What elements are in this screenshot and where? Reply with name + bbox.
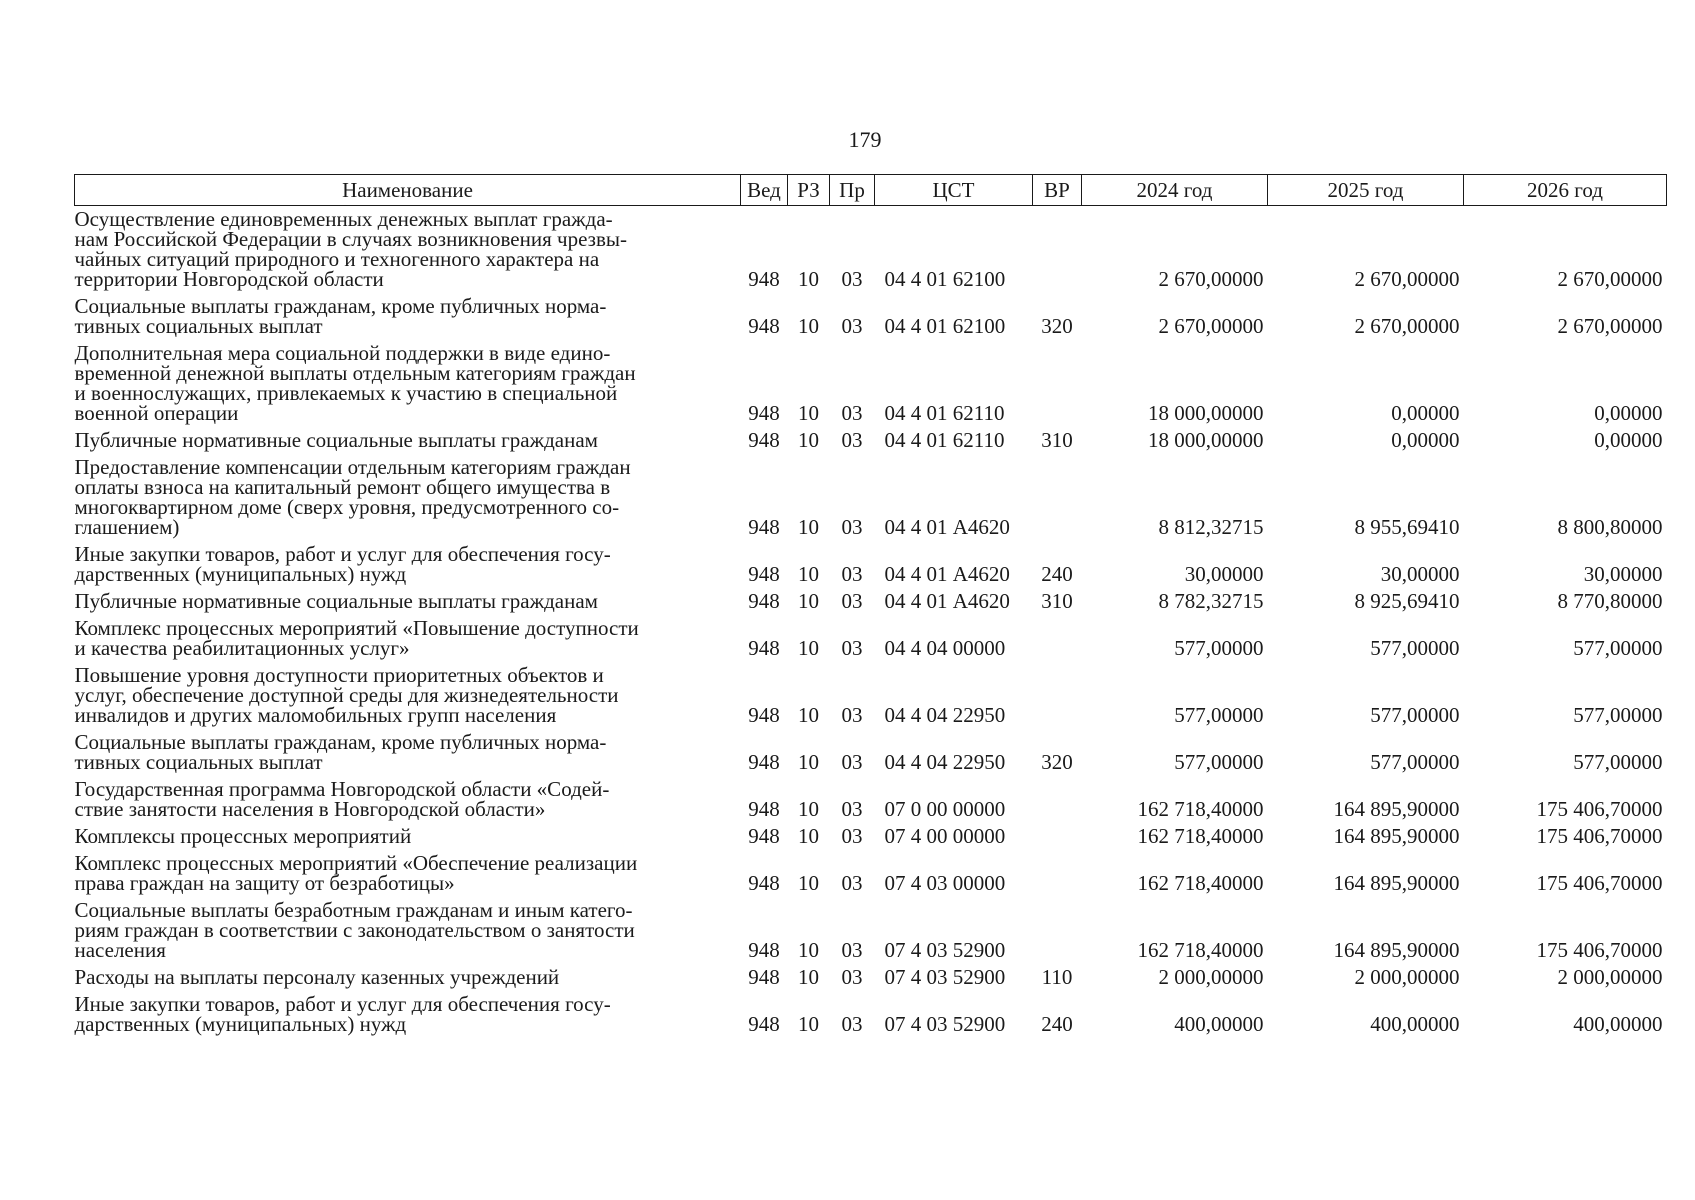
row-rz: 10 xyxy=(798,636,819,660)
row-rz: 10 xyxy=(798,965,819,989)
row-vr: 240 xyxy=(1041,562,1073,586)
row-vr: 320 xyxy=(1041,314,1073,338)
row-rz: 10 xyxy=(798,938,819,962)
row-name-line: и качества реабилитационных услуг» xyxy=(74,636,410,660)
row-pr: 03 xyxy=(841,824,863,848)
row-cst: 04 4 01 62110 xyxy=(884,428,1005,452)
row-rz: 10 xyxy=(798,589,819,613)
row-rz: 10 xyxy=(798,562,819,586)
row-name-line: Социальные выплаты гражданам, кроме публичных норма- xyxy=(74,730,607,754)
row-name xyxy=(75,541,741,588)
row-name-line: ствие занятости населения в Новгородской области» xyxy=(74,797,546,821)
row-amount-2025: 2 000,00000 xyxy=(1354,965,1460,989)
row-amount-2024: 30,00000 xyxy=(1184,562,1264,586)
header-pr: Пр xyxy=(830,175,875,206)
row-amount-2025: 164 895,90000 xyxy=(1333,824,1460,848)
row-name-line: Предоставление компенсации отдельным категориям граждан xyxy=(74,455,631,479)
row-pr: 03 xyxy=(841,267,863,291)
row-amount-2025: 577,00000 xyxy=(1370,703,1460,727)
row-amount-2026: 577,00000 xyxy=(1573,703,1663,727)
row-name-line: Комплекс процессных мероприятий «Обеспечение реализации xyxy=(74,851,638,875)
row-amount-2026: 2 670,00000 xyxy=(1557,267,1663,291)
row-amount-2024: 18 000,00000 xyxy=(1148,401,1264,425)
row-vr xyxy=(1033,454,1082,541)
row-amount-2024: 2 670,00000 xyxy=(1158,314,1264,338)
row-pr: 03 xyxy=(841,515,863,539)
row-vr: 110 xyxy=(1041,965,1073,989)
row-amount-2025: 164 895,90000 xyxy=(1333,797,1460,821)
row-amount-2024: 577,00000 xyxy=(1174,703,1264,727)
row-amount-2025: 400,00000 xyxy=(1370,1012,1460,1036)
row-cst: 04 4 01 А4620 xyxy=(884,515,1010,539)
row-amount-2026: 0,00000 xyxy=(1594,428,1663,452)
row-cst: 07 4 00 00000 xyxy=(884,824,1006,848)
header-2025: 2025 год xyxy=(1268,175,1464,206)
table-row xyxy=(75,454,1667,541)
row-name-line: Иные закупки товаров, работ и услуг для обеспечения госу- xyxy=(74,542,611,566)
row-name xyxy=(75,964,741,991)
table-row xyxy=(75,206,1667,294)
row-name-line: временной денежной выплаты отдельным категориям граждан xyxy=(74,361,636,385)
row-cst: 04 4 04 22950 xyxy=(884,703,1006,727)
row-pr: 03 xyxy=(841,428,863,452)
row-rz: 10 xyxy=(798,871,819,895)
row-rz: 10 xyxy=(798,824,819,848)
row-amount-2024: 162 718,40000 xyxy=(1137,824,1264,848)
row-ved: 948 xyxy=(748,938,780,962)
table-row xyxy=(75,991,1667,1038)
header-ved: Вед xyxy=(741,175,788,206)
row-vr: 320 xyxy=(1041,750,1073,774)
row-name xyxy=(75,729,741,776)
row-name-line: населения xyxy=(74,938,166,962)
row-amount-2026: 2 670,00000 xyxy=(1557,314,1663,338)
row-pr: 03 xyxy=(841,965,863,989)
row-amount-2026: 8 770,80000 xyxy=(1557,589,1663,613)
row-cst: 04 4 01 62100 xyxy=(884,267,1006,291)
row-name-line: Комплекс процессных мероприятий «Повышение доступности xyxy=(74,616,639,640)
row-rz: 10 xyxy=(798,703,819,727)
row-ved: 948 xyxy=(748,797,780,821)
row-amount-2026: 175 406,70000 xyxy=(1536,824,1663,848)
row-cst: 07 4 03 52900 xyxy=(884,1012,1006,1036)
row-ved: 948 xyxy=(748,750,780,774)
row-amount-2025: 164 895,90000 xyxy=(1333,871,1460,895)
row-ved: 948 xyxy=(748,314,780,338)
row-name-line: инвалидов и других маломобильных групп населения xyxy=(74,703,557,727)
row-amount-2024: 162 718,40000 xyxy=(1137,938,1264,962)
table-row xyxy=(75,662,1667,729)
row-ved: 948 xyxy=(748,1012,780,1036)
row-amount-2026: 8 800,80000 xyxy=(1557,515,1663,539)
row-name xyxy=(75,615,741,662)
row-cst: 04 4 04 22950 xyxy=(884,750,1006,774)
row-rz: 10 xyxy=(798,314,819,338)
row-name-line: Осуществление единовременных денежных выплат гражда- xyxy=(74,207,613,231)
row-rz: 10 xyxy=(798,267,819,291)
row-name-line: Иные закупки товаров, работ и услуг для обеспечения госу- xyxy=(74,992,611,1016)
row-name-line: Расходы на выплаты персоналу казенных учреждений xyxy=(74,965,560,989)
row-name-line: территории Новгородской области xyxy=(74,267,384,291)
row-amount-2024: 162 718,40000 xyxy=(1137,871,1264,895)
row-name-line: Комплексы процессных мероприятий xyxy=(74,824,412,848)
table-header-row xyxy=(75,175,1667,206)
row-pr: 03 xyxy=(841,871,863,895)
row-ved: 948 xyxy=(748,636,780,660)
row-name-line: тивных социальных выплат xyxy=(74,314,323,338)
row-name-line: нам Российской Федерации в случаях возникновения чрезвы- xyxy=(74,227,627,251)
row-amount-2025: 8 925,69410 xyxy=(1354,589,1460,613)
row-name-line: дарственных (муниципальных) нужд xyxy=(74,1012,407,1036)
row-ved: 948 xyxy=(748,965,780,989)
row-rz: 10 xyxy=(798,750,819,774)
row-name xyxy=(75,991,741,1038)
row-rz: 10 xyxy=(798,797,819,821)
row-vr: 310 xyxy=(1041,589,1073,613)
table-row xyxy=(75,729,1667,776)
row-vr: 310 xyxy=(1041,428,1073,452)
row-cst: 04 4 01 62100 xyxy=(884,314,1006,338)
row-pr: 03 xyxy=(841,703,863,727)
table-row xyxy=(75,897,1667,964)
table-row xyxy=(75,823,1667,850)
row-cst: 04 4 01 А4620 xyxy=(884,589,1010,613)
row-pr: 03 xyxy=(841,314,863,338)
row-amount-2026: 175 406,70000 xyxy=(1536,797,1663,821)
row-cst: 07 4 03 52900 xyxy=(884,938,1006,962)
table-row xyxy=(75,541,1667,588)
row-amount-2024: 162 718,40000 xyxy=(1137,797,1264,821)
row-name-line: Повышение уровня доступности приоритетных объектов и xyxy=(74,663,604,687)
header-rz: РЗ xyxy=(788,175,830,206)
row-vr xyxy=(1033,662,1082,729)
row-vr xyxy=(1033,340,1082,427)
page-number: 179 xyxy=(848,127,882,152)
table-row xyxy=(75,293,1667,340)
row-ved: 948 xyxy=(748,703,780,727)
row-pr: 03 xyxy=(841,1012,863,1036)
row-name xyxy=(75,588,741,615)
row-ved: 948 xyxy=(748,401,780,425)
row-amount-2025: 2 670,00000 xyxy=(1354,314,1460,338)
row-amount-2025: 30,00000 xyxy=(1380,562,1460,586)
row-vr xyxy=(1033,206,1082,294)
table-row xyxy=(75,615,1667,662)
row-amount-2024: 2 000,00000 xyxy=(1158,965,1264,989)
row-name xyxy=(75,293,741,340)
row-amount-2024: 577,00000 xyxy=(1174,636,1264,660)
row-name-line: тивных социальных выплат xyxy=(74,750,323,774)
row-name-line: Социальные выплаты гражданам, кроме публичных норма- xyxy=(74,294,607,318)
row-amount-2025: 0,00000 xyxy=(1391,428,1460,452)
row-name xyxy=(75,454,741,541)
budget-table xyxy=(74,174,1667,1038)
row-name xyxy=(75,206,741,294)
row-amount-2024: 2 670,00000 xyxy=(1158,267,1264,291)
header-2024: 2024 год xyxy=(1082,175,1268,206)
table-row xyxy=(75,588,1667,615)
table-row xyxy=(75,340,1667,427)
row-ved: 948 xyxy=(748,267,780,291)
row-name-line: чайных ситуаций природного и техногенного характера на xyxy=(74,247,600,271)
row-amount-2024: 18 000,00000 xyxy=(1148,428,1264,452)
row-amount-2025: 8 955,69410 xyxy=(1354,515,1460,539)
row-name xyxy=(75,850,741,897)
row-amount-2026: 175 406,70000 xyxy=(1536,871,1663,895)
row-amount-2026: 577,00000 xyxy=(1573,750,1663,774)
row-amount-2026: 30,00000 xyxy=(1583,562,1663,586)
row-amount-2025: 577,00000 xyxy=(1370,636,1460,660)
row-name xyxy=(75,776,741,823)
row-amount-2026: 577,00000 xyxy=(1573,636,1663,660)
row-cst: 04 4 01 А4620 xyxy=(884,562,1010,586)
row-amount-2026: 2 000,00000 xyxy=(1557,965,1663,989)
row-ved: 948 xyxy=(748,824,780,848)
row-name xyxy=(75,662,741,729)
row-amount-2025: 164 895,90000 xyxy=(1333,938,1460,962)
row-amount-2024: 400,00000 xyxy=(1174,1012,1264,1036)
row-pr: 03 xyxy=(841,750,863,774)
row-name-line: дарственных (муниципальных) нужд xyxy=(74,562,407,586)
table-row xyxy=(75,964,1667,991)
table-row xyxy=(75,850,1667,897)
row-amount-2026: 175 406,70000 xyxy=(1536,938,1663,962)
row-vr xyxy=(1033,897,1082,964)
row-cst: 04 4 04 00000 xyxy=(884,636,1006,660)
row-amount-2026: 0,00000 xyxy=(1594,401,1663,425)
row-ved: 948 xyxy=(748,589,780,613)
header-vr: ВР xyxy=(1033,175,1082,206)
row-amount-2026: 400,00000 xyxy=(1573,1012,1663,1036)
row-rz: 10 xyxy=(798,401,819,425)
row-rz: 10 xyxy=(798,1012,819,1036)
row-name-line: риям граждан в соответствии с законодательством о занятости xyxy=(74,918,635,942)
row-name-line: глашением) xyxy=(74,515,180,539)
row-rz: 10 xyxy=(798,515,819,539)
row-vr xyxy=(1033,850,1082,897)
row-rz: 10 xyxy=(798,428,819,452)
row-name-line: многоквартирном доме (сверх уровня, предусмотренного со- xyxy=(74,495,620,519)
row-vr xyxy=(1033,615,1082,662)
header-2026: 2026 год xyxy=(1464,175,1667,206)
row-name-line: военной операции xyxy=(74,401,239,425)
row-cst: 07 4 03 52900 xyxy=(884,965,1006,989)
row-name-line: и военнослужащих, привлекаемых к участию в специальной xyxy=(74,381,618,405)
row-pr: 03 xyxy=(841,636,863,660)
row-name xyxy=(75,897,741,964)
row-vr: 240 xyxy=(1041,1012,1073,1036)
row-amount-2025: 2 670,00000 xyxy=(1354,267,1460,291)
row-amount-2024: 8 782,32715 xyxy=(1158,589,1264,613)
row-vr xyxy=(1033,823,1082,850)
row-cst: 04 4 01 62110 xyxy=(884,401,1005,425)
row-amount-2024: 8 812,32715 xyxy=(1158,515,1264,539)
header-cst: ЦСТ xyxy=(875,175,1033,206)
row-amount-2025: 0,00000 xyxy=(1391,401,1460,425)
row-name xyxy=(75,823,741,850)
row-pr: 03 xyxy=(841,589,863,613)
row-cst: 07 4 03 00000 xyxy=(884,871,1006,895)
row-name-line: оплаты взноса на капитальный ремонт общего имущества в xyxy=(74,475,611,499)
table-row xyxy=(75,427,1667,454)
row-ved: 948 xyxy=(748,428,780,452)
row-amount-2025: 577,00000 xyxy=(1370,750,1460,774)
row-name xyxy=(75,340,741,427)
row-name-line: права граждан на защиту от безработицы» xyxy=(74,871,455,895)
row-name-line: Государственная программа Новгородской области «Содей- xyxy=(74,777,610,801)
table-row xyxy=(75,776,1667,823)
row-name-line: Публичные нормативные социальные выплаты гражданам xyxy=(74,589,598,613)
row-name-line: Публичные нормативные социальные выплаты гражданам xyxy=(74,428,598,452)
row-ved: 948 xyxy=(748,871,780,895)
row-vr xyxy=(1033,776,1082,823)
row-amount-2024: 577,00000 xyxy=(1174,750,1264,774)
row-name-line: услуг, обеспечение доступной среды для жизнедеятельности xyxy=(74,683,619,707)
header-name: Наименование xyxy=(75,175,741,206)
row-name-line: Дополнительная мера социальной поддержки в виде едино- xyxy=(74,341,611,365)
row-ved: 948 xyxy=(748,515,780,539)
table-body xyxy=(75,206,1667,1039)
row-pr: 03 xyxy=(841,938,863,962)
row-pr: 03 xyxy=(841,562,863,586)
row-ved: 948 xyxy=(748,562,780,586)
row-pr: 03 xyxy=(841,401,863,425)
row-pr: 03 xyxy=(841,797,863,821)
row-cst: 07 0 00 00000 xyxy=(884,797,1006,821)
row-name xyxy=(75,427,741,454)
row-name-line: Социальные выплаты безработным гражданам и иным катего- xyxy=(74,898,633,922)
